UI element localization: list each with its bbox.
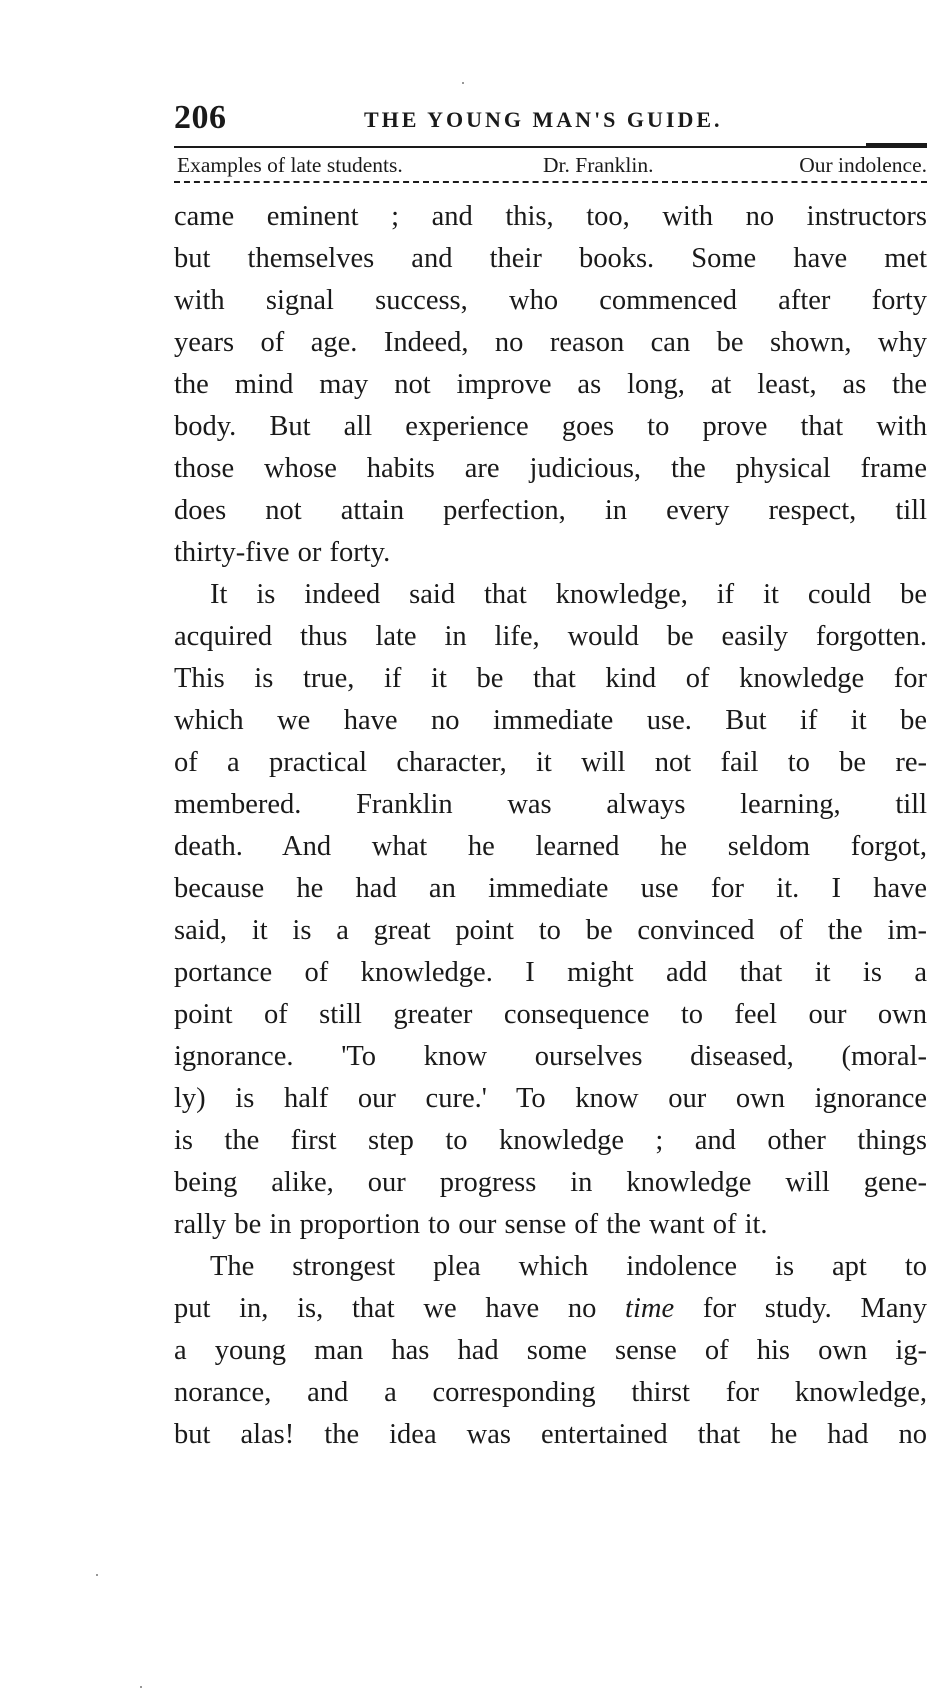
emphasized-word: time — [625, 1293, 675, 1324]
subject-headings — [174, 150, 927, 180]
text-line: being alike, our progress in knowledge will gene- — [174, 1167, 927, 1198]
subject-heading-late-students: Examples of late students. — [177, 153, 403, 177]
text-line: ly) is half our cure.' To know our own ignorance — [174, 1083, 927, 1114]
page-number: 206 — [174, 99, 227, 136]
text-line: norance, and a corresponding thirst for knowledge, — [174, 1377, 927, 1408]
text-line: portance of knowledge. I might add that it is a — [174, 957, 927, 988]
text-line: but themselves and their books. Some have met — [174, 243, 927, 274]
text-line: those whose habits are judicious, the physical frame — [174, 453, 927, 484]
text-line: with signal success, who commenced after forty — [174, 285, 927, 316]
text-line: acquired thus late in life, would be easily forgotten. — [174, 621, 927, 652]
body-text — [174, 196, 927, 1456]
text-line: ignorance. 'To know ourselves diseased, (moral- — [174, 1041, 927, 1072]
paper-speck — [96, 1574, 98, 1576]
text-line: This is true, if it be that kind of knowledge for — [174, 663, 927, 694]
text-line: The strongest plea which indolence is apt to — [210, 1251, 927, 1282]
text-line: which we have no immediate use. But if it be — [174, 705, 927, 736]
text-line: came eminent ; and this, too, with no instructors — [174, 201, 927, 232]
text-line: but alas! the idea was entertained that he had no — [174, 1419, 927, 1450]
subject-heading-franklin: Dr. Franklin. — [543, 153, 654, 177]
text-line: a young man has had some sense of his own ig- — [174, 1335, 927, 1366]
text-line: of a practical character, it will not fail to be re- — [174, 747, 927, 778]
text-line: thirty-five or forty. — [174, 537, 391, 568]
text-line: the mind may not improve as long, at least, as the — [174, 369, 927, 400]
text-line: point of still greater consequence to feel our own — [174, 999, 927, 1030]
running-head — [174, 94, 927, 142]
text-segment: put in, is, that we have no — [174, 1293, 597, 1324]
text-line-with-emphasis — [174, 1288, 927, 1330]
text-line: said, it is a great point to be convinced of the im- — [174, 915, 927, 946]
text-line: is the first step to knowledge ; and other things — [174, 1125, 927, 1156]
text-line: death. And what he learned he seldom forgot, — [174, 831, 927, 862]
running-title: THE YOUNG MAN'S GUIDE. — [364, 107, 723, 132]
text-line: years of age. Indeed, no reason can be shown, why — [174, 327, 927, 358]
text-line: because he had an immediate use for it. I have — [174, 873, 927, 904]
paper-speck — [462, 82, 464, 84]
paper-speck — [140, 1686, 142, 1688]
header-rule-accent — [866, 143, 927, 147]
text-segment: for study. Many — [702, 1293, 927, 1324]
subject-rule — [174, 181, 927, 183]
subject-heading-indolence: Our indolence. — [799, 153, 927, 177]
text-line: membered. Franklin was always learning, till — [174, 789, 927, 820]
text-line: does not attain perfection, in every respect, till — [174, 495, 927, 526]
text-line: rally be in proportion to our sense of the want of it. — [174, 1209, 768, 1240]
text-line: It is indeed said that knowledge, if it could be — [210, 579, 927, 610]
header-rule — [174, 146, 927, 148]
text-line: body. But all experience goes to prove that with — [174, 411, 927, 442]
